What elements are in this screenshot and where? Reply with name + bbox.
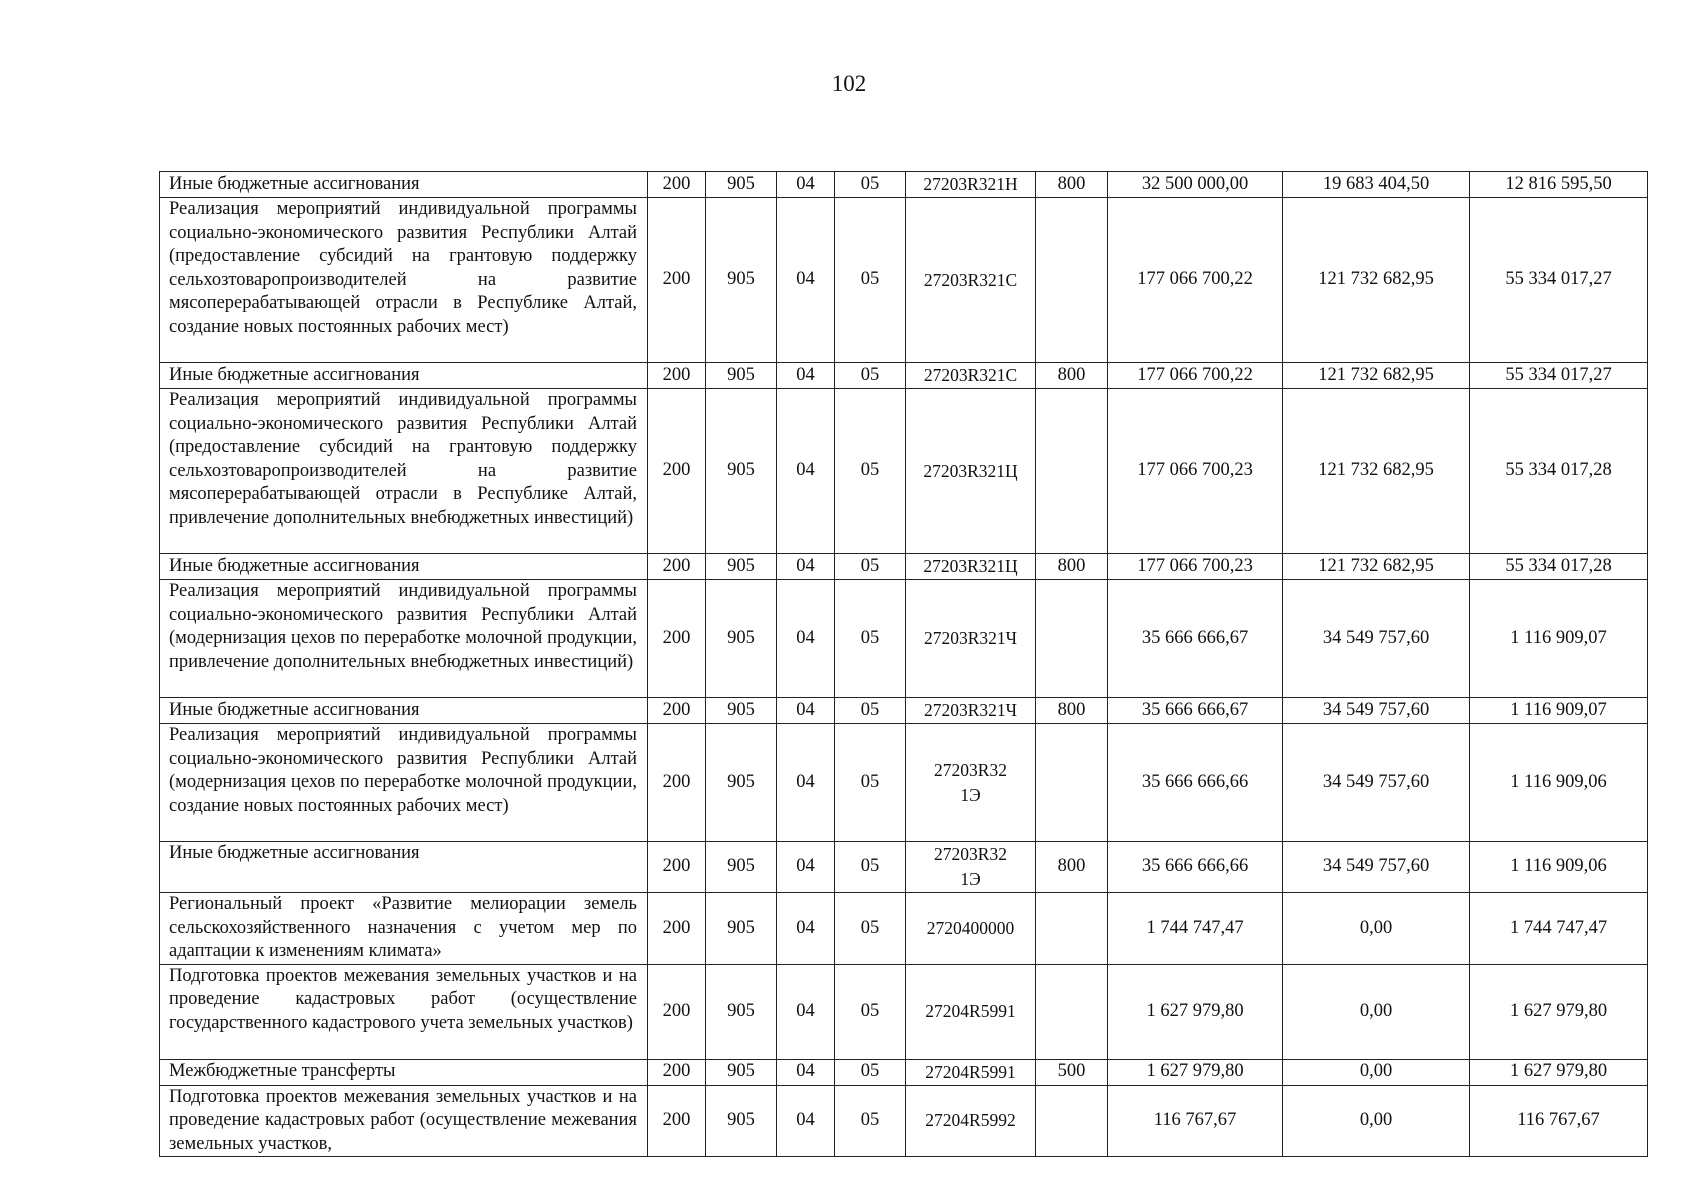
row-code-section: 04 [777, 1059, 835, 1085]
row-description: Реализация мероприятий индивидуальной программы социально-экономического развития Республики Алтай (модернизация цехов по переработке молочной продукции, создание новых постоянных рабочих мест) [160, 724, 648, 842]
row-code-section: 04 [777, 698, 835, 724]
row-description: Иные бюджетные ассигнования [160, 698, 648, 724]
row-code-ministry: 905 [706, 198, 777, 363]
row-target-article: 27203R321Ц [906, 389, 1036, 554]
row-code-subsection: 05 [835, 698, 906, 724]
row-code-200: 200 [648, 580, 706, 698]
row-code-200: 200 [648, 964, 706, 1059]
page-number: 102 [831, 71, 867, 96]
row-description: Реализация мероприятий индивидуальной программы социально-экономического развития Республики Алтай (предоставление субсидий на грантовую поддержку сельхозтоваропроизводителей на развитие мясоперерабатывающей отрасли в Республике Алтай, привлечение дополнительных внебюджетных инвестиций) [160, 389, 648, 554]
row-amount-total: 116 767,67 [1108, 1085, 1283, 1157]
row-code-section: 04 [777, 964, 835, 1059]
row-code-subsection: 05 [835, 198, 906, 363]
table-row [160, 389, 1648, 554]
row-amount-total: 177 066 700,23 [1108, 389, 1283, 554]
row-expense-type [1036, 198, 1108, 363]
row-code-ministry: 905 [706, 724, 777, 842]
row-code-ministry: 905 [706, 1085, 777, 1157]
row-description: Подготовка проектов межевания земельных участков и на проведение кадастровых работ (осуществление межевания земельных участков, [160, 1085, 648, 1157]
row-amount-federal: 19 683 404,50 [1283, 172, 1470, 198]
table-row [160, 724, 1648, 842]
row-code-subsection: 05 [835, 554, 906, 580]
row-amount-regional: 116 767,67 [1470, 1085, 1648, 1157]
row-expense-type: 800 [1036, 172, 1108, 198]
row-code-subsection: 05 [835, 842, 906, 893]
row-code-200: 200 [648, 724, 706, 842]
row-amount-regional: 1 744 747,47 [1470, 893, 1648, 965]
row-amount-federal: 34 549 757,60 [1283, 580, 1470, 698]
row-expense-type: 800 [1036, 698, 1108, 724]
row-amount-regional: 1 116 909,07 [1470, 698, 1648, 724]
row-expense-type [1036, 893, 1108, 965]
row-amount-federal: 121 732 682,95 [1283, 389, 1470, 554]
row-amount-total: 35 666 666,66 [1108, 842, 1283, 893]
row-description: Иные бюджетные ассигнования [160, 842, 648, 893]
row-target-article: 27203R321Э [906, 842, 1036, 893]
row-description: Реализация мероприятий индивидуальной программы социально-экономического развития Республики Алтай (предоставление субсидий на грантовую поддержку сельхозтоваропроизводителей на развитие мясоперерабатывающей отрасли в Республике Алтай, создание новых постоянных рабочих мест) [160, 198, 648, 363]
row-target-article: 27203R321Ч [906, 698, 1036, 724]
row-code-section: 04 [777, 198, 835, 363]
row-amount-regional: 55 334 017,27 [1470, 198, 1648, 363]
row-code-ministry: 905 [706, 1059, 777, 1085]
row-amount-federal: 121 732 682,95 [1283, 363, 1470, 389]
row-target-article: 27203R321Ч [906, 580, 1036, 698]
row-expense-type [1036, 724, 1108, 842]
row-code-ministry: 905 [706, 842, 777, 893]
row-target-article: 27203R321Э [906, 724, 1036, 842]
row-code-section: 04 [777, 724, 835, 842]
row-code-200: 200 [648, 1085, 706, 1157]
row-code-200: 200 [648, 172, 706, 198]
row-expense-type [1036, 1085, 1108, 1157]
row-code-section: 04 [777, 554, 835, 580]
row-description: Реализация мероприятий индивидуальной программы социально-экономического развития Республики Алтай (модернизация цехов по переработке молочной продукции, привлечение дополнительных внебюджетных инвестиций) [160, 580, 648, 698]
row-amount-federal: 34 549 757,60 [1283, 698, 1470, 724]
row-code-ministry: 905 [706, 554, 777, 580]
table-row [160, 698, 1648, 724]
row-description: Межбюджетные трансферты [160, 1059, 648, 1085]
row-expense-type [1036, 964, 1108, 1059]
row-amount-total: 177 066 700,23 [1108, 554, 1283, 580]
table-row [160, 842, 1648, 893]
row-amount-total: 35 666 666,67 [1108, 580, 1283, 698]
table-row [160, 363, 1648, 389]
row-code-200: 200 [648, 893, 706, 965]
row-code-subsection: 05 [835, 1059, 906, 1085]
row-description: Иные бюджетные ассигнования [160, 363, 648, 389]
row-code-200: 200 [648, 198, 706, 363]
row-code-200: 200 [648, 554, 706, 580]
row-code-ministry: 905 [706, 698, 777, 724]
row-target-article: 27204R5991 [906, 964, 1036, 1059]
row-code-section: 04 [777, 172, 835, 198]
row-expense-type: 800 [1036, 842, 1108, 893]
row-amount-regional: 55 334 017,28 [1470, 389, 1648, 554]
row-amount-total: 177 066 700,22 [1108, 363, 1283, 389]
row-expense-type [1036, 580, 1108, 698]
row-target-article: 2720400000 [906, 893, 1036, 965]
table-row [160, 580, 1648, 698]
row-amount-federal: 0,00 [1283, 893, 1470, 965]
row-code-section: 04 [777, 1085, 835, 1157]
row-code-section: 04 [777, 389, 835, 554]
row-description: Подготовка проектов межевания земельных участков и на проведение кадастровых работ (осуществление государственного кадастрового учета земельных участков) [160, 964, 648, 1059]
row-amount-regional: 55 334 017,27 [1470, 363, 1648, 389]
row-amount-total: 1 744 747,47 [1108, 893, 1283, 965]
row-amount-regional: 1 116 909,07 [1470, 580, 1648, 698]
table-row [160, 172, 1648, 198]
row-code-subsection: 05 [835, 363, 906, 389]
table-row [160, 554, 1648, 580]
row-code-section: 04 [777, 842, 835, 893]
row-target-article: 27203R321Н [906, 172, 1036, 198]
row-code-200: 200 [648, 363, 706, 389]
row-description: Региональный проект «Развитие мелиорации земель сельскохозяйственного назначения с учетом мер по адаптации к изменениям климата» [160, 893, 648, 965]
table-row [160, 964, 1648, 1059]
row-code-200: 200 [648, 1059, 706, 1085]
row-target-article: 27204R5992 [906, 1085, 1036, 1157]
row-code-section: 04 [777, 363, 835, 389]
row-amount-federal: 34 549 757,60 [1283, 842, 1470, 893]
row-target-article: 27203R321Ц [906, 554, 1036, 580]
row-code-ministry: 905 [706, 964, 777, 1059]
row-amount-federal: 121 732 682,95 [1283, 198, 1470, 363]
row-description: Иные бюджетные ассигнования [160, 172, 648, 198]
row-code-ministry: 905 [706, 172, 777, 198]
row-code-subsection: 05 [835, 580, 906, 698]
row-amount-total: 35 666 666,66 [1108, 724, 1283, 842]
row-amount-federal: 121 732 682,95 [1283, 554, 1470, 580]
row-amount-federal: 0,00 [1283, 1085, 1470, 1157]
row-code-section: 04 [777, 893, 835, 965]
row-amount-federal: 34 549 757,60 [1283, 724, 1470, 842]
row-amount-total: 32 500 000,00 [1108, 172, 1283, 198]
row-amount-regional: 12 816 595,50 [1470, 172, 1648, 198]
row-code-ministry: 905 [706, 389, 777, 554]
row-code-section: 04 [777, 580, 835, 698]
row-amount-total: 1 627 979,80 [1108, 964, 1283, 1059]
row-code-subsection: 05 [835, 389, 906, 554]
row-code-200: 200 [648, 842, 706, 893]
row-code-subsection: 05 [835, 724, 906, 842]
row-amount-total: 177 066 700,22 [1108, 198, 1283, 363]
row-amount-federal: 0,00 [1283, 964, 1470, 1059]
row-expense-type: 800 [1036, 363, 1108, 389]
row-code-ministry: 905 [706, 363, 777, 389]
row-amount-total: 1 627 979,80 [1108, 1059, 1283, 1085]
row-amount-federal: 0,00 [1283, 1059, 1470, 1085]
row-code-ministry: 905 [706, 893, 777, 965]
table-row [160, 1085, 1648, 1157]
row-target-article: 27204R5991 [906, 1059, 1036, 1085]
row-code-200: 200 [648, 389, 706, 554]
row-code-ministry: 905 [706, 580, 777, 698]
row-target-article: 27203R321С [906, 198, 1036, 363]
row-description: Иные бюджетные ассигнования [160, 554, 648, 580]
row-amount-regional: 1 116 909,06 [1470, 724, 1648, 842]
row-amount-regional: 1 116 909,06 [1470, 842, 1648, 893]
row-expense-type: 800 [1036, 554, 1108, 580]
row-code-subsection: 05 [835, 172, 906, 198]
row-amount-regional: 55 334 017,28 [1470, 554, 1648, 580]
row-code-subsection: 05 [835, 1085, 906, 1157]
budget-table [159, 171, 1648, 1157]
row-expense-type [1036, 389, 1108, 554]
row-target-article: 27203R321С [906, 363, 1036, 389]
table-row [160, 893, 1648, 965]
table-row [160, 198, 1648, 363]
table-row [160, 1059, 1648, 1085]
row-amount-regional: 1 627 979,80 [1470, 964, 1648, 1059]
row-expense-type: 500 [1036, 1059, 1108, 1085]
row-code-200: 200 [648, 698, 706, 724]
row-amount-total: 35 666 666,67 [1108, 698, 1283, 724]
row-amount-regional: 1 627 979,80 [1470, 1059, 1648, 1085]
row-code-subsection: 05 [835, 893, 906, 965]
row-code-subsection: 05 [835, 964, 906, 1059]
